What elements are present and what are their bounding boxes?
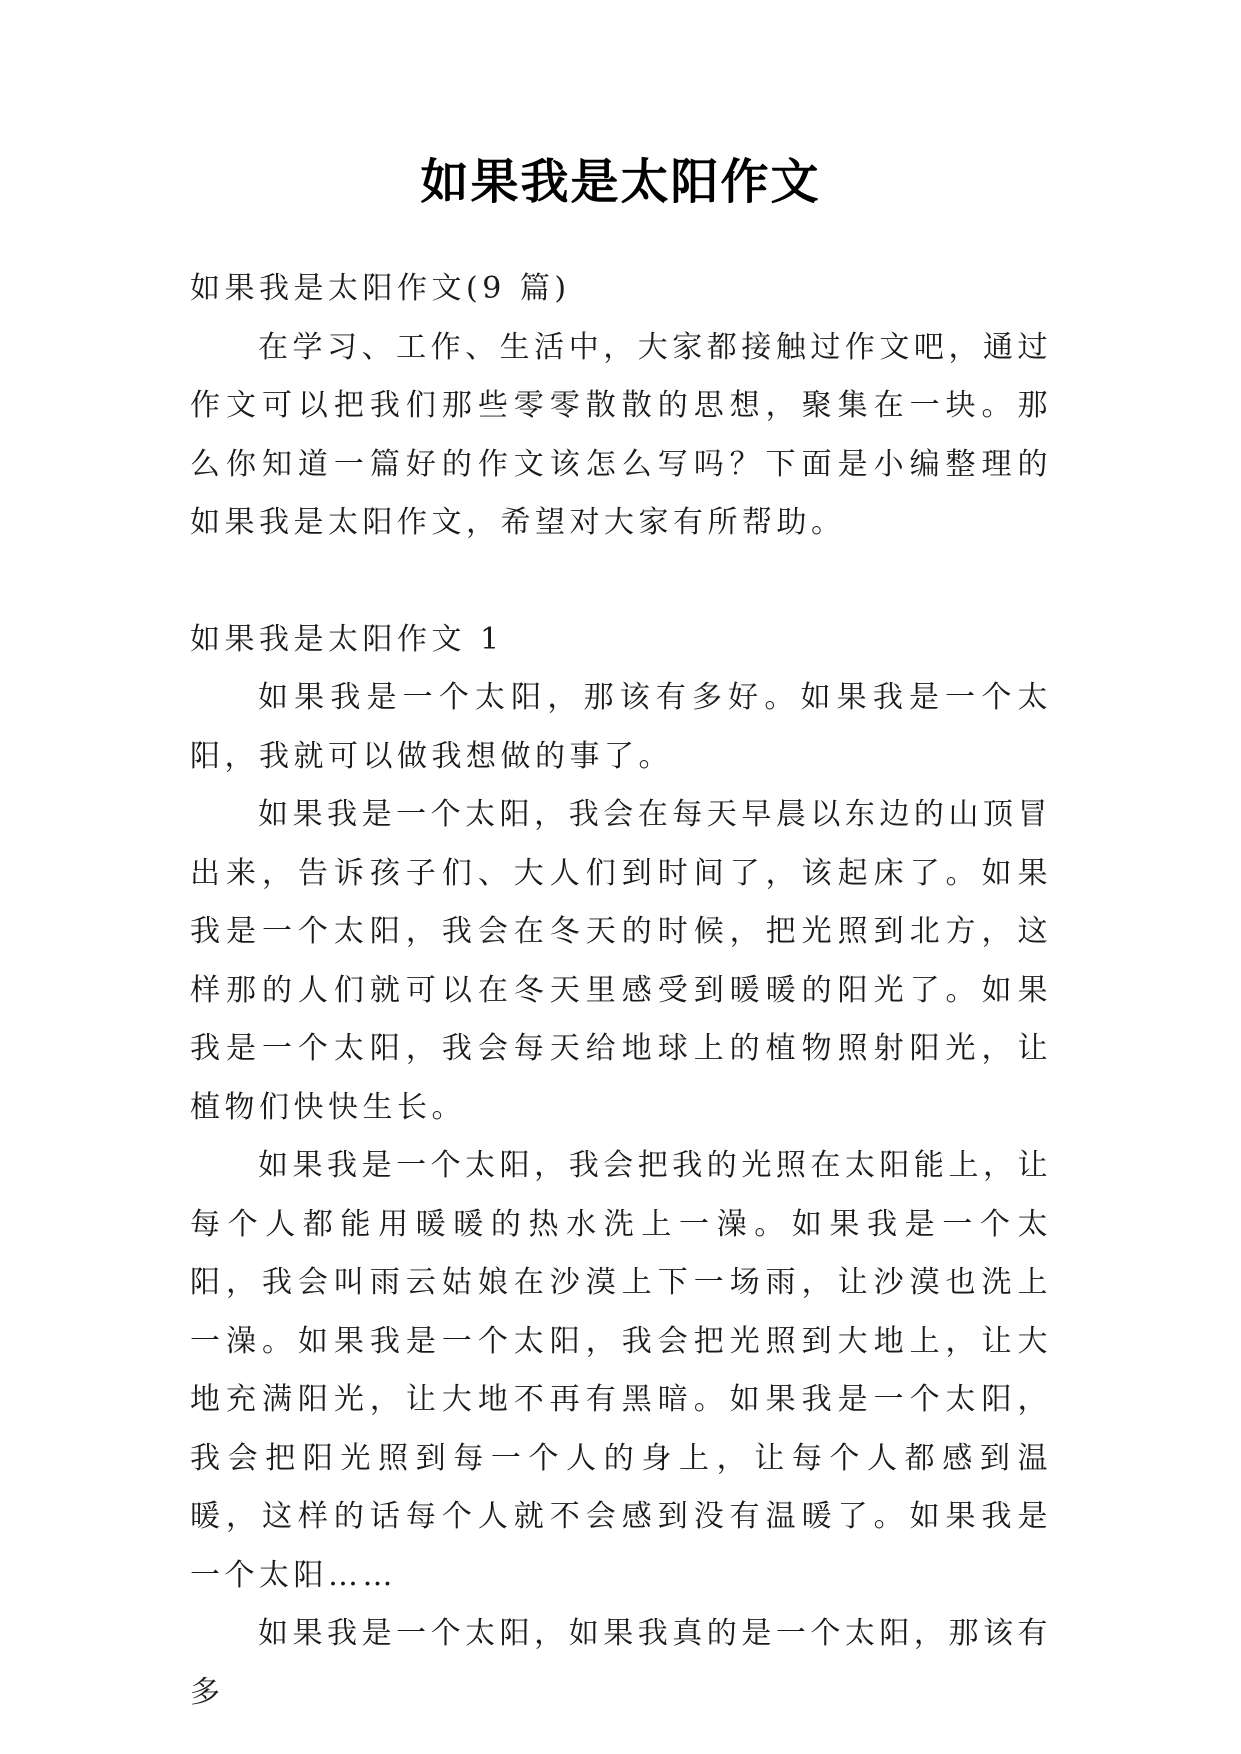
body-paragraph: 如果我是一个太阳，我会把我的光照在太阳能上，让每个人都能用暖暖的热水洗上一澡。如果我是一个太阳，我会叫雨云姑娘在沙漠上下一场雨，让沙漠也洗上一澡。如果我是一个太阳，我会把光照到大地上，让大地充满阳光，让大地不再有黑暗。如果我是一个太阳，我会把阳光照到每一个人的身上，让每个人都感到温暖，这样的话每个人就不会感到没有温暖了。如果我是一个太阳…… xyxy=(190,1148,1052,1593)
document-body xyxy=(190,260,1052,1722)
section-spacer xyxy=(190,553,1052,611)
body-paragraph: 如果我是一个太阳，如果我真的是一个太阳，那该有多 xyxy=(190,1616,1052,1710)
section-heading: 如果我是太阳作文 1 xyxy=(190,621,504,657)
body-paragraph: 如果我是一个太阳，那该有多好。如果我是一个太阳，我就可以做我想做的事了。 xyxy=(190,680,1052,774)
body-paragraph: 如果我是一个太阳，我会在每天早晨以东边的山顶冒出来，告诉孩子们、大人们到时间了，该起床了。如果我是一个太阳，我会在冬天的时候，把光照到北方，这样那的人们就可以在冬天里感受到暖暖的阳光了。如果我是一个太阳，我会每天给地球上的植物照射阳光，让植物们快快生长。 xyxy=(190,797,1052,1125)
document-title: 如果我是太阳作文 xyxy=(420,154,821,210)
document-subtitle: 如果我是太阳作文(9 篇) xyxy=(190,271,571,306)
intro-paragraph: 在学习、工作、生活中，大家都接触过作文吧，通过作文可以把我们那些零零散散的思想，聚集在一块。那么你知道一篇好的作文该怎么写吗？下面是小编整理的如果我是太阳作文，希望对大家有所帮助。 xyxy=(190,329,1052,540)
